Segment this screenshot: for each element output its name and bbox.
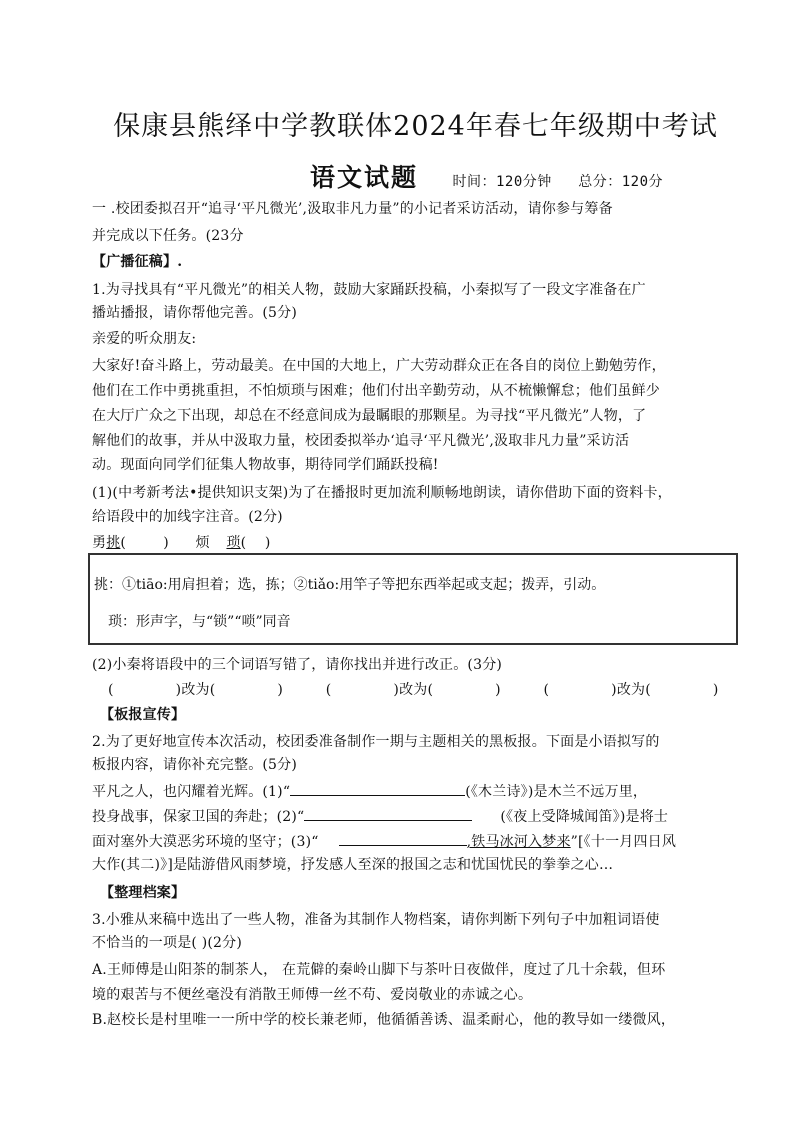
- q2-fill-line3: [92, 831, 676, 852]
- fix2-right-open: (: [427, 682, 434, 698]
- card-line-suo: 琐：形声字，与“锁”“唢”同音: [108, 614, 291, 630]
- q3-option-a-line2: 境的艰苦与不便丝毫没有消散王师傅一丝不苟、爱岗敬业的赤诚之心。: [92, 987, 533, 1003]
- exam-total: 总分：120分: [578, 174, 664, 190]
- section1-intro-line1: 一 .校团委拟召开“追寻‘平凡微光’,汲取非凡力量”的小记者采访活动，请你参与筹备: [92, 201, 613, 217]
- q1-passage-line4: 解他们的故事，并从中汲取力量，校团委拟举办‘追寻‘平凡微光’,汲取非凡力量”采访活: [92, 433, 630, 449]
- card-line-tiao: 挑：①tiāo:用肩担着；选，拣；②tiǎo:用竿子等把东西举起或支起；拨弄，引动。: [94, 577, 606, 593]
- q2-fill2-suffix: (《夜上受降城闻笛》)是将士: [500, 809, 669, 825]
- q2-fill1-blank[interactable]: [290, 781, 465, 796]
- exam-title: 保康县熊绎中学教联体2024年春七年级期中考试: [113, 111, 718, 142]
- q1-passage-line1: 大家好!奋斗路上，劳动最美。在中国的大地上，广大劳动群众正在各自的岗位上勤勉劳作，: [92, 358, 666, 374]
- pinyin-a-prefix: 勇: [92, 535, 107, 551]
- fix1-label: 改为: [181, 682, 210, 698]
- q2-fill2-blank[interactable]: [304, 806, 472, 821]
- fix2-label: 改为: [399, 682, 428, 698]
- q2-line1: 2.为了更好地宣传本次活动，校团委准备制作一期与主题相关的黑板报。下面是小语拟写的: [92, 734, 660, 750]
- pinyin-b-blank[interactable]: ( ): [240, 535, 271, 551]
- q2-fill3-prefix: 面对塞外大漠恶劣环境的坚守；(3)“: [92, 834, 319, 850]
- pinyin-b-char: 琐: [226, 535, 241, 551]
- pinyin-a-char: 挑: [106, 535, 121, 551]
- q2-fill1-prefix: 平凡之人，也闪耀着光辉。(1)“: [92, 784, 291, 800]
- q1-line2: 播站播报，请你帮他完善。(5分): [92, 305, 298, 321]
- section-heading-archive: 【整理档案】: [100, 885, 186, 901]
- q3-line2: 不恰当的一项是( )(2分): [92, 935, 243, 951]
- section1-intro-line2: 并完成以下任务。(23分: [92, 228, 244, 244]
- subject-title: 语文试题: [310, 163, 419, 192]
- subtitle-row: [310, 158, 663, 194]
- pinyin-answer-row: [92, 533, 271, 553]
- q1-passage-line5: 动。现面向同学们征集人物故事，期待同学们踊跃投稿!: [92, 457, 439, 473]
- pinyin-a-blank[interactable]: ( ): [120, 535, 169, 551]
- q1-sub1-line1: (1)(中考新考法•提供知识支架)为了在播报时更加流利顺畅地朗读，请你借助下面的资料卡，: [92, 485, 672, 501]
- q3-option-b-line1: B.赵校长是村里唯一一所中学的校长兼老师，他循循善诱、温柔耐心，他的教导如一缕微风，: [92, 1012, 676, 1028]
- fix1-open: (: [108, 682, 114, 698]
- pinyin-b-prefix: 烦: [195, 535, 210, 551]
- section-heading-broadcast: 【广播征稿】.: [92, 254, 183, 270]
- q2-fill-line2: [92, 806, 668, 827]
- fix3-open: (: [543, 682, 550, 698]
- q1-greeting: 亲爱的听众朋友:: [92, 331, 197, 347]
- q2-line2: 板报内容，请你补充完整。(5分): [92, 757, 298, 773]
- q1-sub2: (2)小秦将语段中的三个词语写错了，请你找出并进行改正。(3分): [92, 657, 503, 673]
- fix2-right-close: ): [495, 682, 501, 698]
- q2-fill3-given: ,铁马冰河入梦来: [466, 834, 571, 850]
- q1-line1: 1.为寻找具有“平凡微光”的相关人物，鼓励大家踊跃投稿，小秦拟写了一段文字准备在广: [92, 282, 646, 298]
- knowledge-card: [88, 553, 738, 645]
- exam-time: 时间：120分钟: [452, 174, 552, 190]
- q1-passage-line2: 他们在工作中勇挑重担，不怕烦琐与困难；他们付出辛勤劳动，从不梳懒懈怠；他们虽鲜少: [92, 383, 660, 399]
- q1-passage-line3: 在大厅广众之下出现，却总在不经意间成为最瞩眼的那颗星。为寻找“平凡微光”人物，了: [92, 408, 647, 424]
- fix3-close: ): [611, 682, 617, 698]
- q2-fill1-suffix: (《木兰诗》)是木兰不远万里，: [465, 784, 648, 800]
- fix3-label: 改为: [616, 682, 646, 698]
- fix1-right-open: (: [209, 682, 216, 698]
- q1-sub1-line2: 给语段中的加线字注音。(2分): [92, 509, 283, 525]
- fix1-close: ): [175, 682, 182, 698]
- q2-fill3-blank[interactable]: [339, 831, 467, 846]
- fix3-right-close: ): [712, 682, 719, 698]
- q3-line1: 3.小雅从来稿中选出了一些人物，准备为其制作人物档案，请你判断下列句子中加粗词语使: [92, 912, 660, 928]
- fix3-right-open: (: [645, 682, 651, 698]
- fix1-right-close: ): [277, 682, 284, 698]
- fix2-open: (: [325, 682, 332, 698]
- q2-fill-line4: 大作(其二)》]是陆游借风雨梦境，抒发感人至深的报国之志和忧国忧民的拳拳之心…: [92, 857, 614, 873]
- q2-fill-line1: [92, 781, 647, 802]
- section-heading-blackboard: 【板报宣传】: [100, 707, 186, 723]
- fix2-close: ): [393, 682, 400, 698]
- q3-option-a-line1: A.王师傅是山阳茶的制茶人， 在荒僻的秦岭山脚下与茶叶日夜做伴，度过了几十余载，但环: [92, 962, 666, 978]
- q2-fill3-suffix: ”[《十一月四日风: [570, 834, 677, 850]
- q2-fill2-prefix: 投身战事，保家卫国的奔赴；(2)“: [92, 809, 305, 825]
- correction-row: [108, 680, 719, 700]
